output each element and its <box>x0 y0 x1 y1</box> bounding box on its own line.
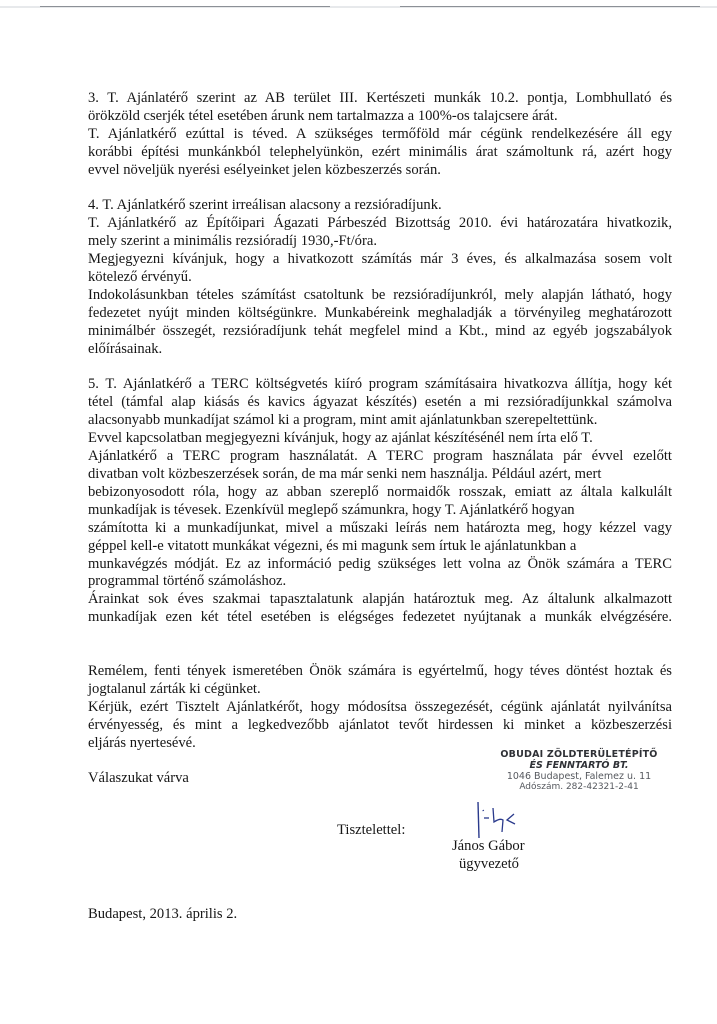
stamp-company-type: ÉS FENNTARTÓ BT. <box>529 760 629 771</box>
paragraph-gap <box>88 627 672 663</box>
text-line: Evvel kapcsolatban megjegyezni kívánjuk, hogy az ajánlat készítésénél nem írta elő T. <box>88 430 593 447</box>
scan-top-edge <box>0 0 717 12</box>
signature-stroke <box>507 814 515 824</box>
text-line: jogtalanul zárták ki cégünket. <box>88 680 261 697</box>
stamp-address: 1046 Budapest, Falemez u. 11 <box>506 771 652 782</box>
text-line: eljárás nyertesévé. <box>88 734 196 751</box>
letter-body <box>88 90 672 752</box>
text-line: Megjegyezni kívánjuk, hogy a hivatkozott számítás már 3 éves, és alkalmazása sosem volt <box>88 251 672 268</box>
text-line: tétel (támfal alap kiásás és kavics ágyazat készítés) esetén a mi rezsióradíjunkkal számolva <box>88 394 672 411</box>
text-line: mely szerint a minimális rezsióradíj 1930,-Ft/óra. <box>88 233 377 250</box>
signer-name: János Gábor <box>452 838 525 854</box>
signature-stroke <box>483 810 484 811</box>
text-line: munkavégzés módját. Ez az információ pedig szükséges lett volna az Önök számára a TERC <box>88 555 672 572</box>
scan-line <box>400 6 700 7</box>
scan-line <box>40 6 330 7</box>
text-line: számította ki a munkadíjunkat, mivel a műszaki leírás nem határozta meg, hogy kézzel vagy <box>88 519 672 536</box>
text-line: Kérjük, ezért Tisztelt Ajánlatkérőt, hogy módosítsa összegezését, cégünk ajánlatát nyilvánítsa <box>88 698 672 715</box>
paragraph-conclusion <box>88 663 672 753</box>
text-line: Ajánlatkérő a TERC program használatát. A TERC program használata pár évvel ezelőtt <box>88 448 672 465</box>
text-line: T. Ajánlatkérő ezúttal is téved. A szükséges termőföld már cégünk rendelkezésére áll egy <box>88 125 672 142</box>
text-line: 4. T. Ajánlatkérő szerint irreálisan alacsony a rezsióradíjunk. <box>88 197 442 214</box>
text-line: munkadíjak ezen két tétel esetében is elégséges fedezetet nyújtanak a munkák elvégzésére. <box>88 609 672 626</box>
company-stamp <box>474 749 684 793</box>
signature-stroke <box>493 808 503 832</box>
text-line: fedezetet nyújt minden költségünkre. Munkabéreink meghaladják a törvényileg meghatározott <box>88 304 672 321</box>
text-line: előírásainak. <box>88 340 163 357</box>
text-line: géppel kell-e vitatott munkákat végezni, és mi magunk sem írtuk le ajánlatunkban a <box>88 537 577 554</box>
text-line: Árainkat sok éves szakmai tapasztalatunk alapján határoztuk meg. Az általunk alkalmazott <box>88 591 672 608</box>
text-line: Indokolásunkban tételes számítást csatoltunk be rezsióradíjunkról, mely alapján látható, hogy <box>88 286 672 303</box>
closing-regards: Tisztelettel: <box>337 822 406 838</box>
text-line: divatban volt közbeszerzések során, de ma már senki nem használja. Például azért, mert <box>88 466 602 482</box>
text-line: Remélem, fenti tények ismeretében Önök számára is egyértelmű, hogy téves döntést hoztak és <box>88 662 672 679</box>
paragraph-gap <box>88 359 672 377</box>
text-line: bebizonyosodott róla, hogy az abban szereplő normaidők rosszak, emiatt az általa kalkulált <box>88 483 672 500</box>
text-line: munkadíjak is tévesek. Ezenkívül meglepő számunkra, hogy T. Ajánlatkérő hogyan <box>88 501 575 518</box>
stamp-tax-number: Adószám. 282-42321-2-41 <box>519 782 639 792</box>
text-line: programmal történő számoláshoz. <box>88 573 287 590</box>
text-line: örökzöld cserjék tétel esetében árunk nem tartalmazza a 100%-os talajcsere árát. <box>88 107 558 124</box>
text-line: minimálbér összegét, rezsióradíjunk tehát megfelel mind a Kbt., mind az egyéb jogszabályok <box>88 322 672 339</box>
paragraph-gap <box>88 180 672 198</box>
paragraph-point-5 <box>88 376 672 627</box>
text-line: kötelező érvényű. <box>88 269 192 286</box>
text-line: 3. T. Ajánlatérő szerint az AB terület III. Kertészeti munkák 10.2. pontja, Lombhullató és <box>88 90 672 106</box>
text-line: érvényesség, és mint a legkedvezőbb ajánlatot tevőt hirdessen ki minket a közbeszerzési <box>88 716 672 733</box>
signature-stroke <box>478 802 479 838</box>
closing-awaiting: Válaszukat várva <box>88 770 189 786</box>
text-line: alacsonyabb munkadíjat számol ki a program, mint amit ajánlatunkban szerepeltettünk. <box>88 412 598 429</box>
signer-title: ügyvezető <box>459 856 519 872</box>
text-line: 5. T. Ajánlatkérő a TERC költségvetés kiíró program számításaira hivatkozva állítja, hogy két <box>88 376 672 393</box>
paragraph-point-4 <box>88 197 672 358</box>
text-line: evvel növeljük nyerési esélyeinket jelen közbeszerzés során. <box>88 161 441 178</box>
paragraph-point-3 <box>88 90 672 180</box>
text-line: korábbi építési munkánkból telephelyünkön, ezért minimális árat számoltunk rá, azért hogy <box>88 143 672 160</box>
text-line: T. Ajánlatkérő az Építőipari Ágazati Párbeszéd Bizottság 2010. évi határozatára hivatkozik, <box>88 215 672 232</box>
place-and-date: Budapest, 2013. április 2. <box>88 906 238 922</box>
handwritten-signature <box>470 800 540 840</box>
stamp-company-name: OBUDAI ZÖLDTERÜLETÉPÍTŐ <box>500 749 658 760</box>
